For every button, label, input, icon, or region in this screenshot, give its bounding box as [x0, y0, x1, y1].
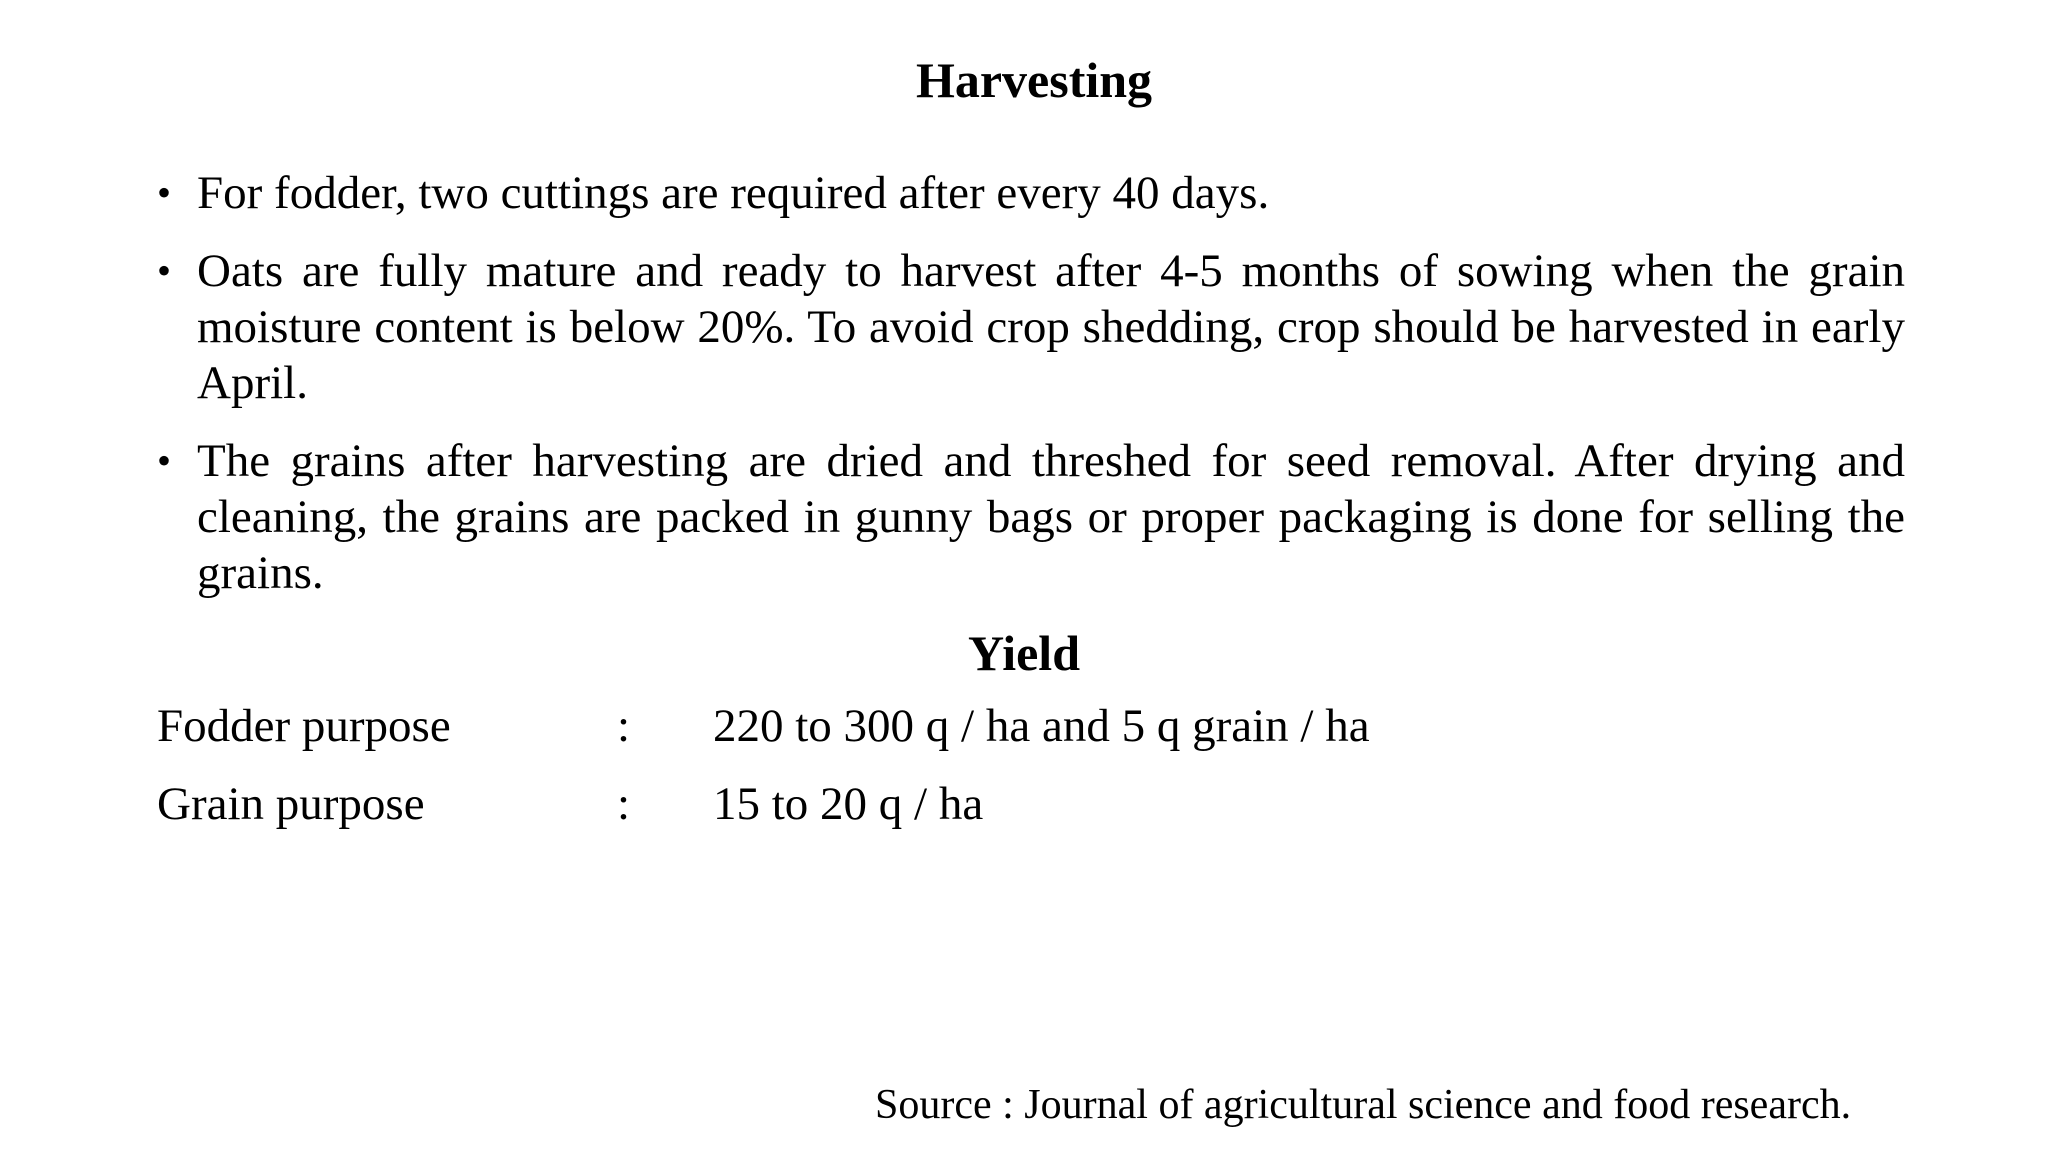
bullet-text: For fodder, two cuttings are required after every 40 days. [197, 167, 1270, 219]
yield-label: Fodder purpose [157, 700, 451, 752]
bullet-text: The grains after harvesting are dried and threshed for seed removal. After drying and cleaning, the grains are packed in gunny bags or proper packaging is done for selling the grains. [197, 435, 1905, 599]
yield-value: 15 to 20 q / ha [713, 778, 984, 830]
yield-label: Grain purpose [157, 778, 425, 830]
bullet-icon: • [157, 170, 172, 215]
bullet-icon: • [157, 438, 172, 483]
bullet-item [157, 243, 1905, 411]
source-citation: Source : Journal of agricultural science and food research. [875, 1082, 1852, 1128]
yield-value: 220 to 300 q / ha and 5 q grain / ha [713, 700, 1370, 752]
bullet-item [157, 433, 1905, 601]
bullet-text: Oats are fully mature and ready to harvest after 4-5 months of sowing when the grain moisture content is below 20%. To avoid crop shedding, crop should be harvested in early April. [197, 245, 1905, 409]
yield-row-grain [157, 776, 1370, 832]
bullet-icon: • [157, 248, 172, 293]
bullet-item [157, 165, 1905, 221]
harvesting-bullet-list [157, 165, 1905, 623]
yield-separator: : [617, 700, 631, 752]
yield-heading: Yield [967, 625, 1081, 681]
yield-table [157, 698, 1370, 854]
yield-separator: : [617, 778, 631, 830]
yield-row-fodder [157, 698, 1370, 754]
harvesting-heading: Harvesting [915, 52, 1153, 108]
